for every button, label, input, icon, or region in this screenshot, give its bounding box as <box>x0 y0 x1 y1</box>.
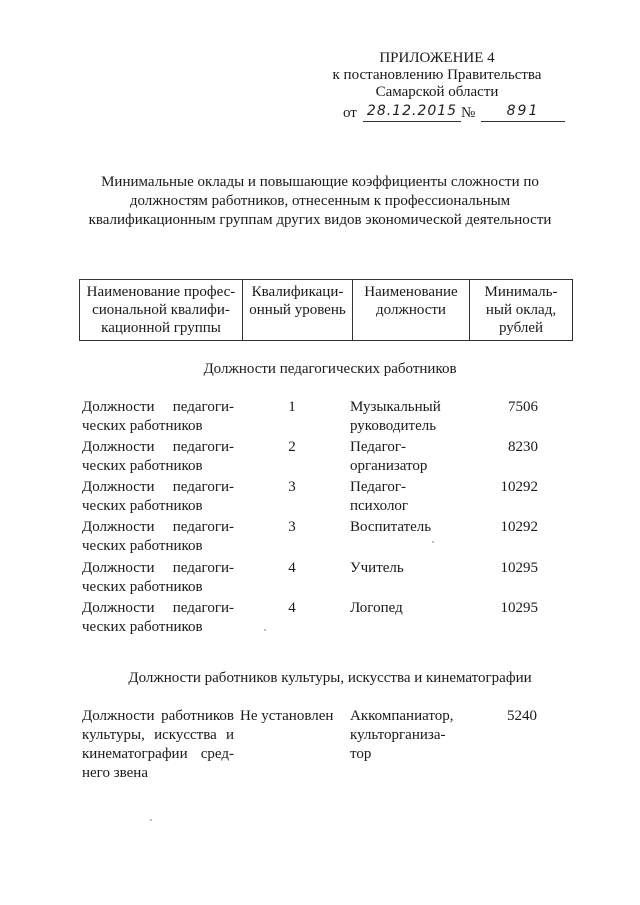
position-line: Логопед <box>350 600 403 616</box>
group-line: ческих работников <box>82 418 203 434</box>
header-salary-line-1: Минималь- <box>484 284 558 300</box>
group-line: него звена <box>82 765 148 781</box>
group-line: Должности работников <box>82 708 234 724</box>
header-position-cell <box>353 280 470 341</box>
position-line: руководитель <box>350 418 437 434</box>
number-label: № <box>461 105 476 121</box>
header-group-cell <box>80 280 243 341</box>
position-line: Педагог- <box>350 479 407 495</box>
table-row-3-level: 3 <box>288 479 296 495</box>
number-handwritten: 891 <box>506 103 540 119</box>
position-line: Воспитатель <box>350 519 432 535</box>
section-2-heading: Должности работников культуры, искусства и кинематографии <box>128 670 532 686</box>
number-underline <box>481 121 565 122</box>
position-line: тор <box>350 746 372 762</box>
group-line: ческих работников <box>82 619 203 635</box>
header-group-line-2: сиональной квалифи- <box>92 302 230 318</box>
group-line: Должности педагоги- <box>82 439 234 455</box>
table-row-5-level: 4 <box>288 560 296 576</box>
table-row-1-group <box>82 398 234 436</box>
section-1-heading: Должности педагогических работников <box>203 361 457 377</box>
table-row-7-salary: 5240 <box>507 708 537 724</box>
header-group-line-3: кационной группы <box>101 320 221 336</box>
table-row-2-group <box>82 438 234 476</box>
title-line-2: должностям работников, отнесенным к профессиональным <box>129 193 511 209</box>
header-group-line-1: Наименование профес- <box>86 284 236 300</box>
group-line: ческих работников <box>82 538 203 554</box>
table-row-3-salary: 10292 <box>500 479 538 495</box>
position-line: организатор <box>350 458 428 474</box>
table-row-7-group <box>82 707 234 783</box>
position-line: Учитель <box>350 560 404 576</box>
table-row-6-group <box>82 599 234 637</box>
header-position-line-2: должности <box>376 302 446 318</box>
table-row-7-position <box>350 707 480 764</box>
header-salary-line-2: ный оклад, <box>485 302 557 318</box>
table-row-3-group <box>82 478 234 516</box>
group-line: Должности педагоги- <box>82 479 234 495</box>
document-title <box>60 173 580 230</box>
header-level-cell <box>243 280 353 341</box>
group-line: ческих работников <box>82 579 203 595</box>
title-line-3: квалификационным группам других видов экономической деятельности <box>88 212 552 228</box>
table-row-1-level: 1 <box>288 399 296 415</box>
date-underline <box>363 121 461 122</box>
appendix-date-line <box>343 104 565 124</box>
table-header <box>79 279 573 341</box>
position-line: Аккомпаниатор, <box>350 708 454 724</box>
table-row-1-salary: 7506 <box>508 399 538 415</box>
position-line: культорганиза- <box>350 727 446 743</box>
table-row-4-group <box>82 518 234 556</box>
title-line-1: Минимальные оклады и повышающие коэффициенты сложности по <box>101 174 539 190</box>
header-salary-line-3: рублей <box>498 320 544 336</box>
header-salary-cell <box>470 280 573 341</box>
table-row-5-salary: 10295 <box>500 560 538 576</box>
table-row-4-salary: 10292 <box>500 519 538 535</box>
position-line: Педагог- <box>350 439 407 455</box>
header-position-line-1: Наименование <box>364 284 458 300</box>
table-row-5-position <box>350 559 480 578</box>
table-row-7-level: Не установлен <box>240 708 334 724</box>
table-row-3-position <box>350 478 480 516</box>
table-row-2-position <box>350 438 480 476</box>
group-line: кинематографии сред- <box>82 746 234 762</box>
appendix-line-2: к постановлению Правительства <box>332 67 542 83</box>
table-row-2-level: 2 <box>288 439 296 455</box>
appendix-line-3: Самарской области <box>375 84 499 100</box>
table-header-row <box>80 280 573 341</box>
group-line: Должности педагоги- <box>82 600 234 616</box>
scan-speck <box>150 819 152 821</box>
table-row-6-salary: 10295 <box>500 600 538 616</box>
table-row-1-position <box>350 398 480 436</box>
position-line: Музыкальный <box>350 399 441 415</box>
group-line: Должности педагоги- <box>82 399 234 415</box>
date-handwritten: 28.12.2015 <box>366 103 458 119</box>
table-row-2-salary: 8230 <box>508 439 538 455</box>
table-row-6-position <box>350 599 480 618</box>
scan-speck <box>264 629 266 631</box>
group-line: ческих работников <box>82 458 203 474</box>
table-row-6-level: 4 <box>288 600 296 616</box>
group-line: Должности педагоги- <box>82 560 234 576</box>
scan-speck <box>432 541 434 543</box>
table-row-4-level: 3 <box>288 519 296 535</box>
from-label: от <box>343 105 357 121</box>
group-line: ческих работников <box>82 498 203 514</box>
table-row-5-group <box>82 559 234 597</box>
appendix-title: ПРИЛОЖЕНИЕ 4 <box>379 50 495 66</box>
group-line: Должности педагоги- <box>82 519 234 535</box>
appendix-block <box>312 50 562 101</box>
group-line: культуры, искусства и <box>82 727 234 743</box>
header-level-line-2: онный уровень <box>249 302 346 318</box>
header-level-line-1: Квалификаци- <box>251 284 344 300</box>
position-line: психолог <box>350 498 409 514</box>
table-row-4-position <box>350 518 480 537</box>
